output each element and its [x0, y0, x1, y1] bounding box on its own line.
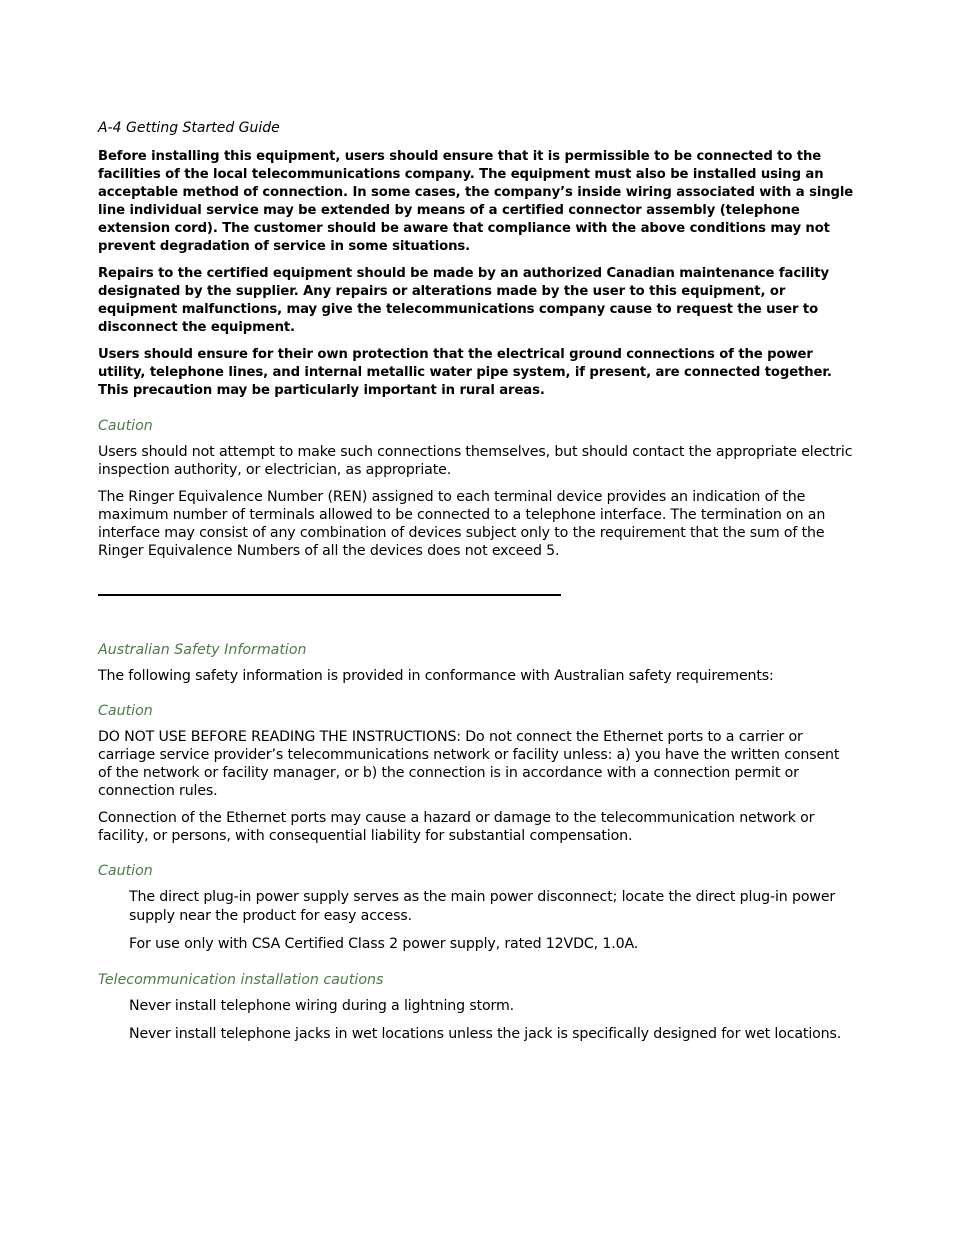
- section-divider: [98, 594, 561, 596]
- australian-intro-paragraph: The following safety information is provided in conformance with Australian safety requirements:: [98, 668, 774, 684]
- caution-heading: Caution: [98, 863, 153, 879]
- running-header: A-4 Getting Started Guide: [98, 120, 280, 136]
- bold-paragraph-installation: Before installing this equipment, users should ensure that it is permissible to be connected to the facilities of the local telecommunications company. The equipment must also be installed using an acceptable method of connection. In some cases, the company’s inside wiring associated with a single line individual service may be extended by means of a certified connector assembly (telephone extension cord). The customer should be aware that compliance with the above conditions may not prevent degradation of service in some situations.: [98, 149, 854, 254]
- caution-item-power-disconnect: The direct plug-in power supply serves as the main power disconnect; locate the direct plug-in power supply near the product for easy access.: [129, 889, 836, 924]
- bold-paragraph-grounding: Users should ensure for their own protection that the electrical ground connections of the power utility, telephone lines, and internal metallic water pipe system, if present, are connected together. This precaution may be particularly important in rural areas.: [98, 347, 832, 398]
- document-page: [98, 118, 856, 1053]
- caution-heading: Caution: [98, 418, 153, 434]
- caution-item-power-supply-rating: For use only with CSA Certified Class 2 power supply, rated 12VDC, 1.0A.: [129, 936, 639, 952]
- bold-paragraph-repairs: Repairs to the certified equipment should be made by an authorized Canadian maintenance facility designated by the supplier. Any repairs or alterations made by the user to this equipment, or equipment malfunctions, may give the telecommunications company cause to request the user to disconnect the equipment.: [98, 266, 830, 335]
- caution-paragraph-hazard: Connection of the Ethernet ports may cause a hazard or damage to the telecommunication network or facility, or persons, with consequential liability for substantial compensation.: [98, 810, 815, 844]
- caution-paragraph-connections: Users should not attempt to make such connections themselves, but should contact the appropriate electric inspection authority, or electrician, as appropriate.: [98, 444, 853, 478]
- caution-paragraph-ren: The Ringer Equivalence Number (REN) assigned to each terminal device provides an indication of the maximum number of terminals allowed to be connected to a telephone interface. The termination on an interface may consist of any combination of devices subject only to the requirement that the sum of the Ringer Equivalence Numbers of all the devices does not exceed 5.: [98, 489, 826, 559]
- caution-paragraph-do-not-use: DO NOT USE BEFORE READING THE INSTRUCTIONS: Do not connect the Ethernet ports to a carrier or carriage service provider’s telecommunications network or facility unless: a) you have the written consent of the network or facility manager, or b) the connection is in accordance with a connection permit or connection rules.: [98, 729, 840, 799]
- telecom-item-lightning: Never install telephone wiring during a lightning storm.: [129, 998, 514, 1014]
- telecom-item-wet-locations: Never install telephone jacks in wet locations unless the jack is specifically designed for wet locations.: [129, 1026, 842, 1042]
- telecom-cautions-heading: Telecommunication installation cautions: [98, 972, 384, 988]
- caution-heading: Caution: [98, 703, 153, 719]
- australian-safety-heading: Australian Safety Information: [98, 642, 307, 658]
